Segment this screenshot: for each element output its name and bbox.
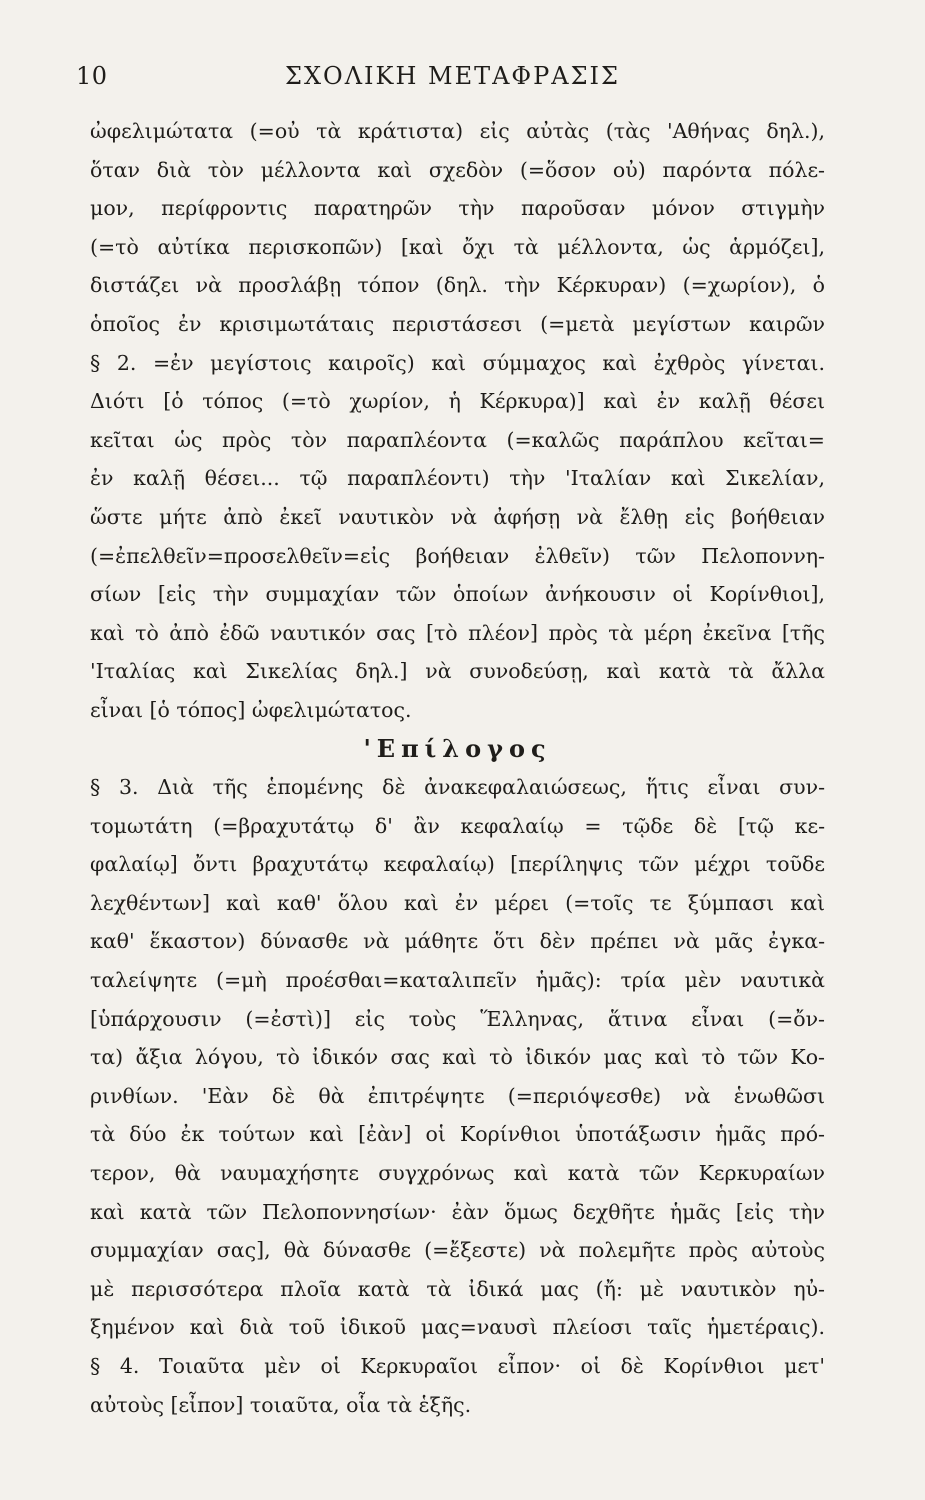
text-line: εἶναι [ὁ τόπος] ὠφελιμώτατος.	[90, 697, 412, 722]
text-line: τα) ἄξια λόγου, τὸ ἰδικόν σας καὶ τὸ ἰδικόν μας καὶ τὸ τῶν Κο-	[90, 1045, 825, 1070]
text-line: ὅταν διὰ τὸν μέλλοντα καὶ σχεδὸν (=ὅσον οὐ) παρόντα πόλε-	[90, 157, 825, 182]
text-line: διστάζει νὰ προσλάβῃ τόπον (δηλ. τὴν Κέρκυραν) (=χωρίον), ὁ	[90, 273, 825, 298]
text-line: κεῖται ὡς πρὸς τὸν παραπλέοντα (=καλῶς παράπλου κεῖται=	[90, 427, 825, 452]
text-line: ταλείψητε (=μὴ προέσθαι=καταλιπεῖν ἡμᾶς): τρία μὲν ναυτικὰ	[90, 968, 825, 993]
text-line: αὐτοὺς [εἶπον] τοιαῦτα, οἷα τὰ ἑξῆς.	[90, 1392, 472, 1417]
text-line: Διότι [ὁ τόπος (=τὸ χωρίον, ἡ Κέρκυρα)] καὶ ἐν καλῇ θέσει	[90, 389, 825, 414]
text-line: μον, περίφροντις παρατηρῶν τὴν παροῦσαν μόνον στιγμὴν	[90, 196, 825, 221]
text-line: ξημένον καὶ διὰ τοῦ ἰδικοῦ μας=ναυσὶ πλείοσι ταῖς ἡμετέραις).	[90, 1315, 825, 1340]
text-line: καὶ κατὰ τῶν Πελοποννησίων· ἐὰν ὅμως δεχθῆτε ἡμᾶς [εἰς τὴν	[90, 1199, 825, 1224]
text-line: τὰ δύο ἐκ τούτων καὶ [ἐὰν] οἱ Κορίνθιοι ὑποτάξωσιν ἡμᾶς πρό-	[90, 1122, 825, 1147]
text-line: καὶ τὸ ἀπὸ ἐδῶ ναυτικόν σας [τὸ πλέον] πρὸς τὰ μέρη ἐκεῖνα [τῆς	[90, 620, 825, 645]
text-line: (=ἐπελθεῖν=προσελθεῖν=εἰς βοήθειαν ἐλθεῖν) τῶν Πελοποννη-	[90, 543, 825, 568]
text-line: 'Ιταλίας καὶ Σικελίας δηλ.] νὰ συνοδεύσῃ, καὶ κατὰ τὰ ἄλλα	[90, 659, 825, 684]
text-line: § 3. Διὰ τῆς ἑπομένης δὲ ἀνακεφαλαιώσεως, ἥτις εἶναι συν-	[90, 775, 825, 800]
text-line: ρινθίων. 'Εὰν δὲ θὰ ἐπιτρέψητε (=περιόψεσθε) νὰ ἑνωθῶσι	[90, 1083, 825, 1108]
text-line: ὁποῖος ἐν κρισιμωτάταις περιστάσεσι (=μετὰ μεγίστων καιρῶν	[90, 311, 825, 336]
text-line: § 4. Τοιαῦτα μὲν οἱ Κερκυραῖοι εἶπον· οἱ δὲ Κορίνθιοι μετ'	[90, 1354, 825, 1378]
page-header	[70, 62, 835, 102]
text-line: μὲ περισσότερα πλοῖα κατὰ τὰ ἰδικά μας (ἤ: μὲ ναυτικὸν ηὐ-	[90, 1276, 825, 1301]
text-line: ἐν καλῇ θέσει... τῷ παραπλέοντι) τὴν 'Ιταλίαν καὶ Σικελίαν,	[90, 466, 825, 491]
text-line: τερον, θὰ ναυμαχήσητε συγχρόνως καὶ κατὰ τῶν Κερκυραίων	[90, 1161, 825, 1186]
text-line: τομωτάτη (=βραχυτάτῳ δ' ἂν κεφαλαίῳ = τῷδε δὲ [τῷ κε-	[90, 813, 825, 838]
text-line: συμμαχίαν σας], θὰ δύνασθε (=ἔξεστε) νὰ πολεμῆτε πρὸς αὐτοὺς	[90, 1238, 825, 1263]
text-line: καθ' ἕκαστον) δύνασθε νὰ μάθητε ὅτι δὲν πρέπει νὰ μᾶς ἐγκα-	[90, 929, 825, 954]
text-line: ὥστε μήτε ἀπὸ ἐκεῖ ναυτικὸν νὰ ἀφήσῃ νὰ ἔλθῃ εἰς βοήθειαν	[90, 504, 825, 529]
body-text	[90, 112, 825, 1424]
running-title: ΣΧΟΛΙΚΗ ΜΕΤΑΦΡΑΣΙΣ	[284, 62, 621, 90]
section-heading: 'Επίλογος	[363, 733, 552, 763]
text-line: (=τὸ αὐτίκα περισκοπῶν) [καὶ ὄχι τὰ μέλλοντα, ὡς ἁρμόζει],	[90, 234, 825, 259]
text-line: § 2. =ἐν μεγίστοις καιροῖς) καὶ σύμμαχος καὶ ἐχθρὸς γίνεται.	[90, 350, 825, 375]
text-line: σίων [εἰς τὴν συμμαχίαν τῶν ὁποίων ἀνήκουσιν οἱ Κορίνθιοι],	[90, 582, 825, 607]
text-line: λεχθέντων] καὶ καθ' ὅλου καὶ ἐν μέρει (=τοῖς τε ξύμπασι καὶ	[90, 890, 825, 915]
text-line: ὠφελιμώτατα (=οὐ τὰ κράτιστα) εἰς αὐτὰς (τὰς 'Αθήνας δηλ.),	[90, 119, 825, 143]
text-line: [ὑπάρχουσιν (=ἐστὶ)] εἰς τοὺς Ἕλληνας, ἅτινα εἶναι (=ὄν-	[90, 1006, 825, 1031]
text-line: φαλαίῳ] ὄντι βραχυτάτῳ κεφαλαίῳ) [περίληψις τῶν μέχρι τοῦδε	[90, 852, 825, 877]
page-number: 10	[76, 62, 108, 90]
